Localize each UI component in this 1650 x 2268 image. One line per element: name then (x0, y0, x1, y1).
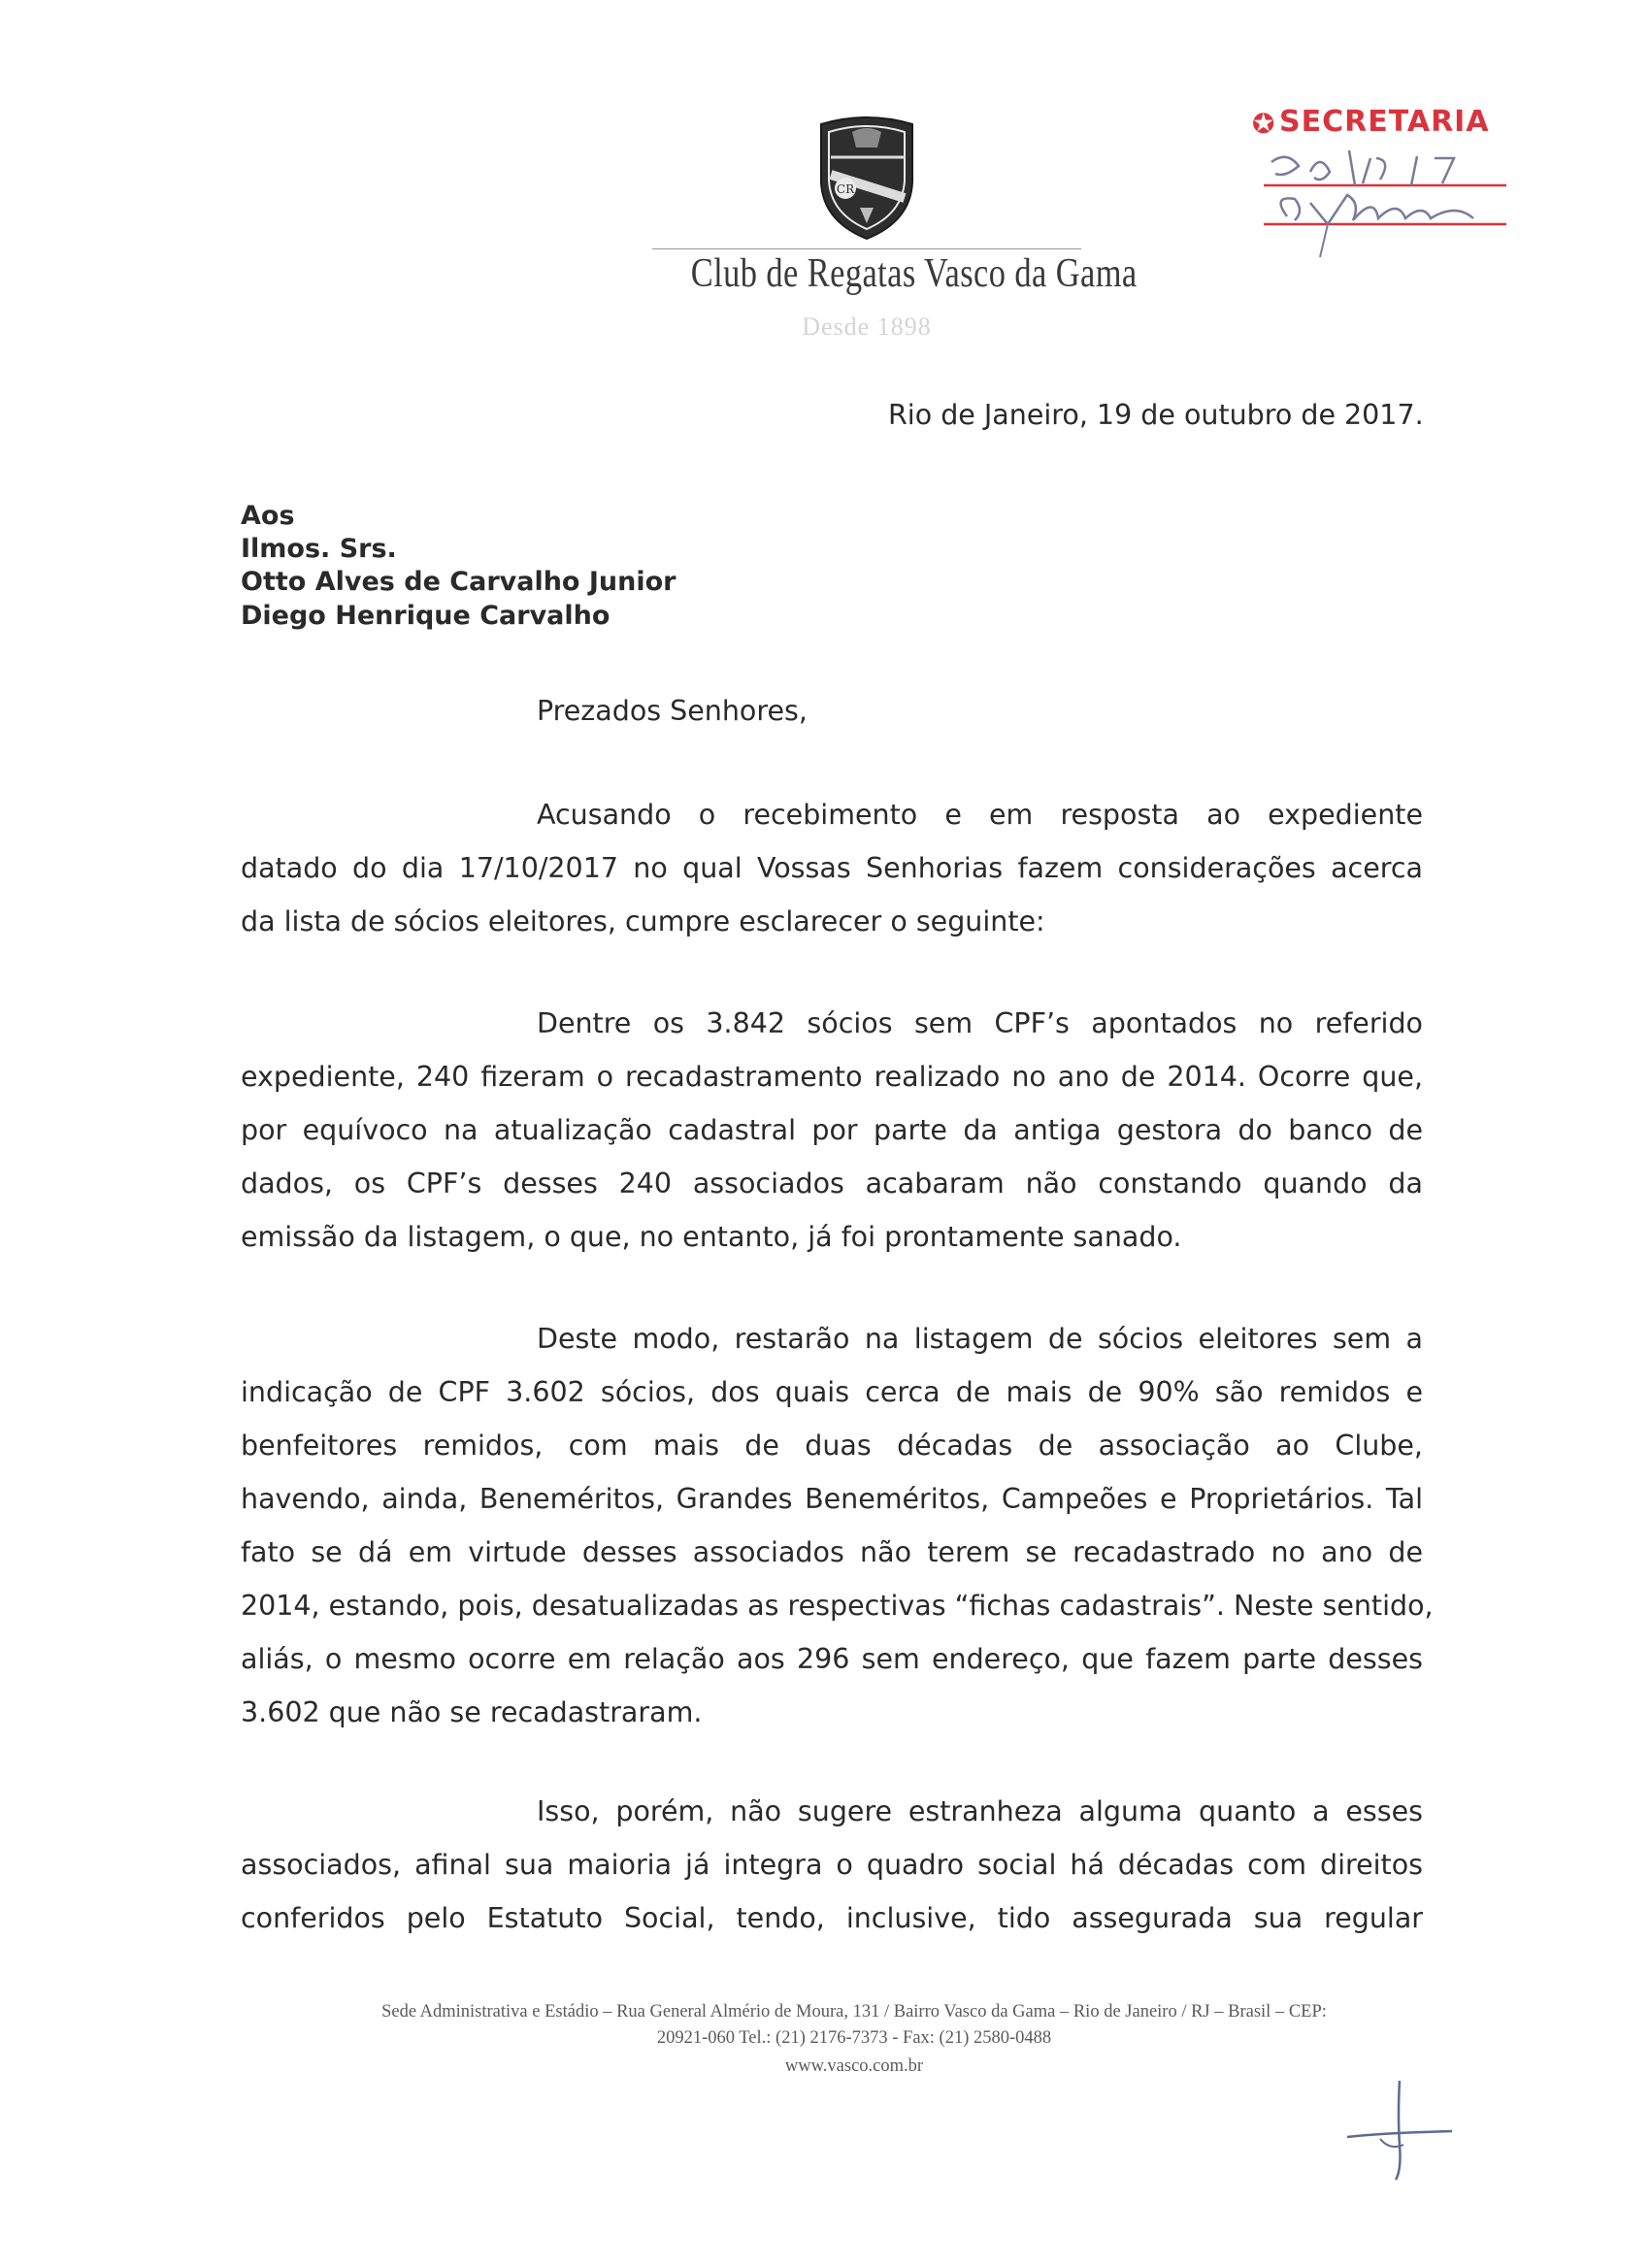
paragraph-line: associados, afinal sua maioria já integra o quadro social há décadas com direitos (241, 1849, 1423, 1881)
letterhead-divider (652, 248, 1081, 249)
footer-address: Sede Administrativa e Estádio – Rua General Almério de Moura, 131 / Bairro Vasco da Gama – Rio de Janeiro / RJ – Brasil – CEP: (381, 2002, 1327, 2021)
paragraph-line: da lista de sócios eleitores, cumpre esclarecer o seguinte: (241, 905, 1045, 937)
handwritten-initial (1341, 2077, 1458, 2184)
paragraph-line: fato se dá em virtude desses associados não terem se recadastrado no ano de (241, 1536, 1423, 1568)
paragraph-3 (241, 1312, 1434, 1739)
recipient-line-2: Ilmos. Srs. (241, 534, 397, 564)
paragraph-line: Acusando o recebimento e em resposta ao expediente (537, 799, 1423, 831)
paragraph-line: Isso, porém, não sugere estranheza alguma quanto a esses (537, 1795, 1423, 1827)
recipient-line-3: Otto Alves de Carvalho Junior (241, 567, 676, 597)
paragraph-1 (241, 788, 1423, 948)
paragraph-line: dados, os CPF’s desses 240 associados acabaram não constando quando da (241, 1167, 1423, 1200)
paragraph-line: indicação de CPF 3.602 sócios, dos quais cerca de mais de 90% são remidos e (241, 1376, 1423, 1408)
club-name: Club de Regatas Vasco da Gama (690, 251, 1138, 296)
paragraph-line: Deste modo, restarão na listagem de sócios eleitores sem a (537, 1323, 1423, 1355)
vasco-star-icon: ✪ (1252, 108, 1275, 140)
paragraph-line: Dentre os 3.842 sócios sem CPF’s apontados no referido (537, 1007, 1423, 1039)
paragraph-line: datado do dia 17/10/2017 no qual Vossas Senhorias fazem considerações acerca (241, 852, 1423, 884)
paragraph-line: conferidos pelo Estatuto Social, tendo, inclusive, tido assegurada sua regular (241, 1902, 1423, 1934)
club-since: Desde 1898 (802, 312, 932, 341)
paragraph-2 (241, 997, 1423, 1264)
paragraph-line: havendo, ainda, Beneméritos, Grandes Beneméritos, Campeões e Proprietários. Tal (241, 1483, 1423, 1515)
paragraph-line: expediente, 240 fizeram o recadastramento realizado no ano de 2014. Ocorre que, (241, 1061, 1423, 1093)
paragraph-line: 2014, estando, pois, desatualizadas as respectivas “fichas cadastrais”. Neste sentido, (241, 1590, 1434, 1622)
paragraph-line: aliás, o mesmo ocorre em relação aos 296 sem endereço, que fazem parte desses (241, 1643, 1423, 1675)
paragraph-line: emissão da listagem, o que, no entanto, já foi prontamente sanado. (241, 1221, 1182, 1253)
paragraph-line: 3.602 que não se recadastraram. (241, 1696, 703, 1728)
paragraph-line: por equívoco na atualização cadastral por parte da antiga gestora do banco de (241, 1114, 1423, 1146)
svg-text:CR: CR (836, 182, 855, 196)
paragraph-4 (241, 1785, 1423, 1945)
footer-website: www.vasco.com.br (784, 2056, 924, 2076)
recipient-line-4: Diego Henrique Carvalho (241, 601, 610, 631)
letter-date: Rio de Janeiro, 19 de outubro de 2017. (888, 399, 1424, 431)
footer-phone: 20921-060 Tel.: (21) 2176-7373 - Fax: (21) 2580-0488 (656, 2028, 1052, 2048)
club-crest-logo (813, 115, 920, 243)
stamp-title: SECRETARIA (1279, 105, 1490, 139)
salutation: Prezados Senhores, (537, 695, 808, 727)
paragraph-line: benfeitores remidos, com mais de duas décadas de associação ao Clube, (241, 1430, 1423, 1462)
recipient-line-1: Aos (241, 501, 295, 531)
